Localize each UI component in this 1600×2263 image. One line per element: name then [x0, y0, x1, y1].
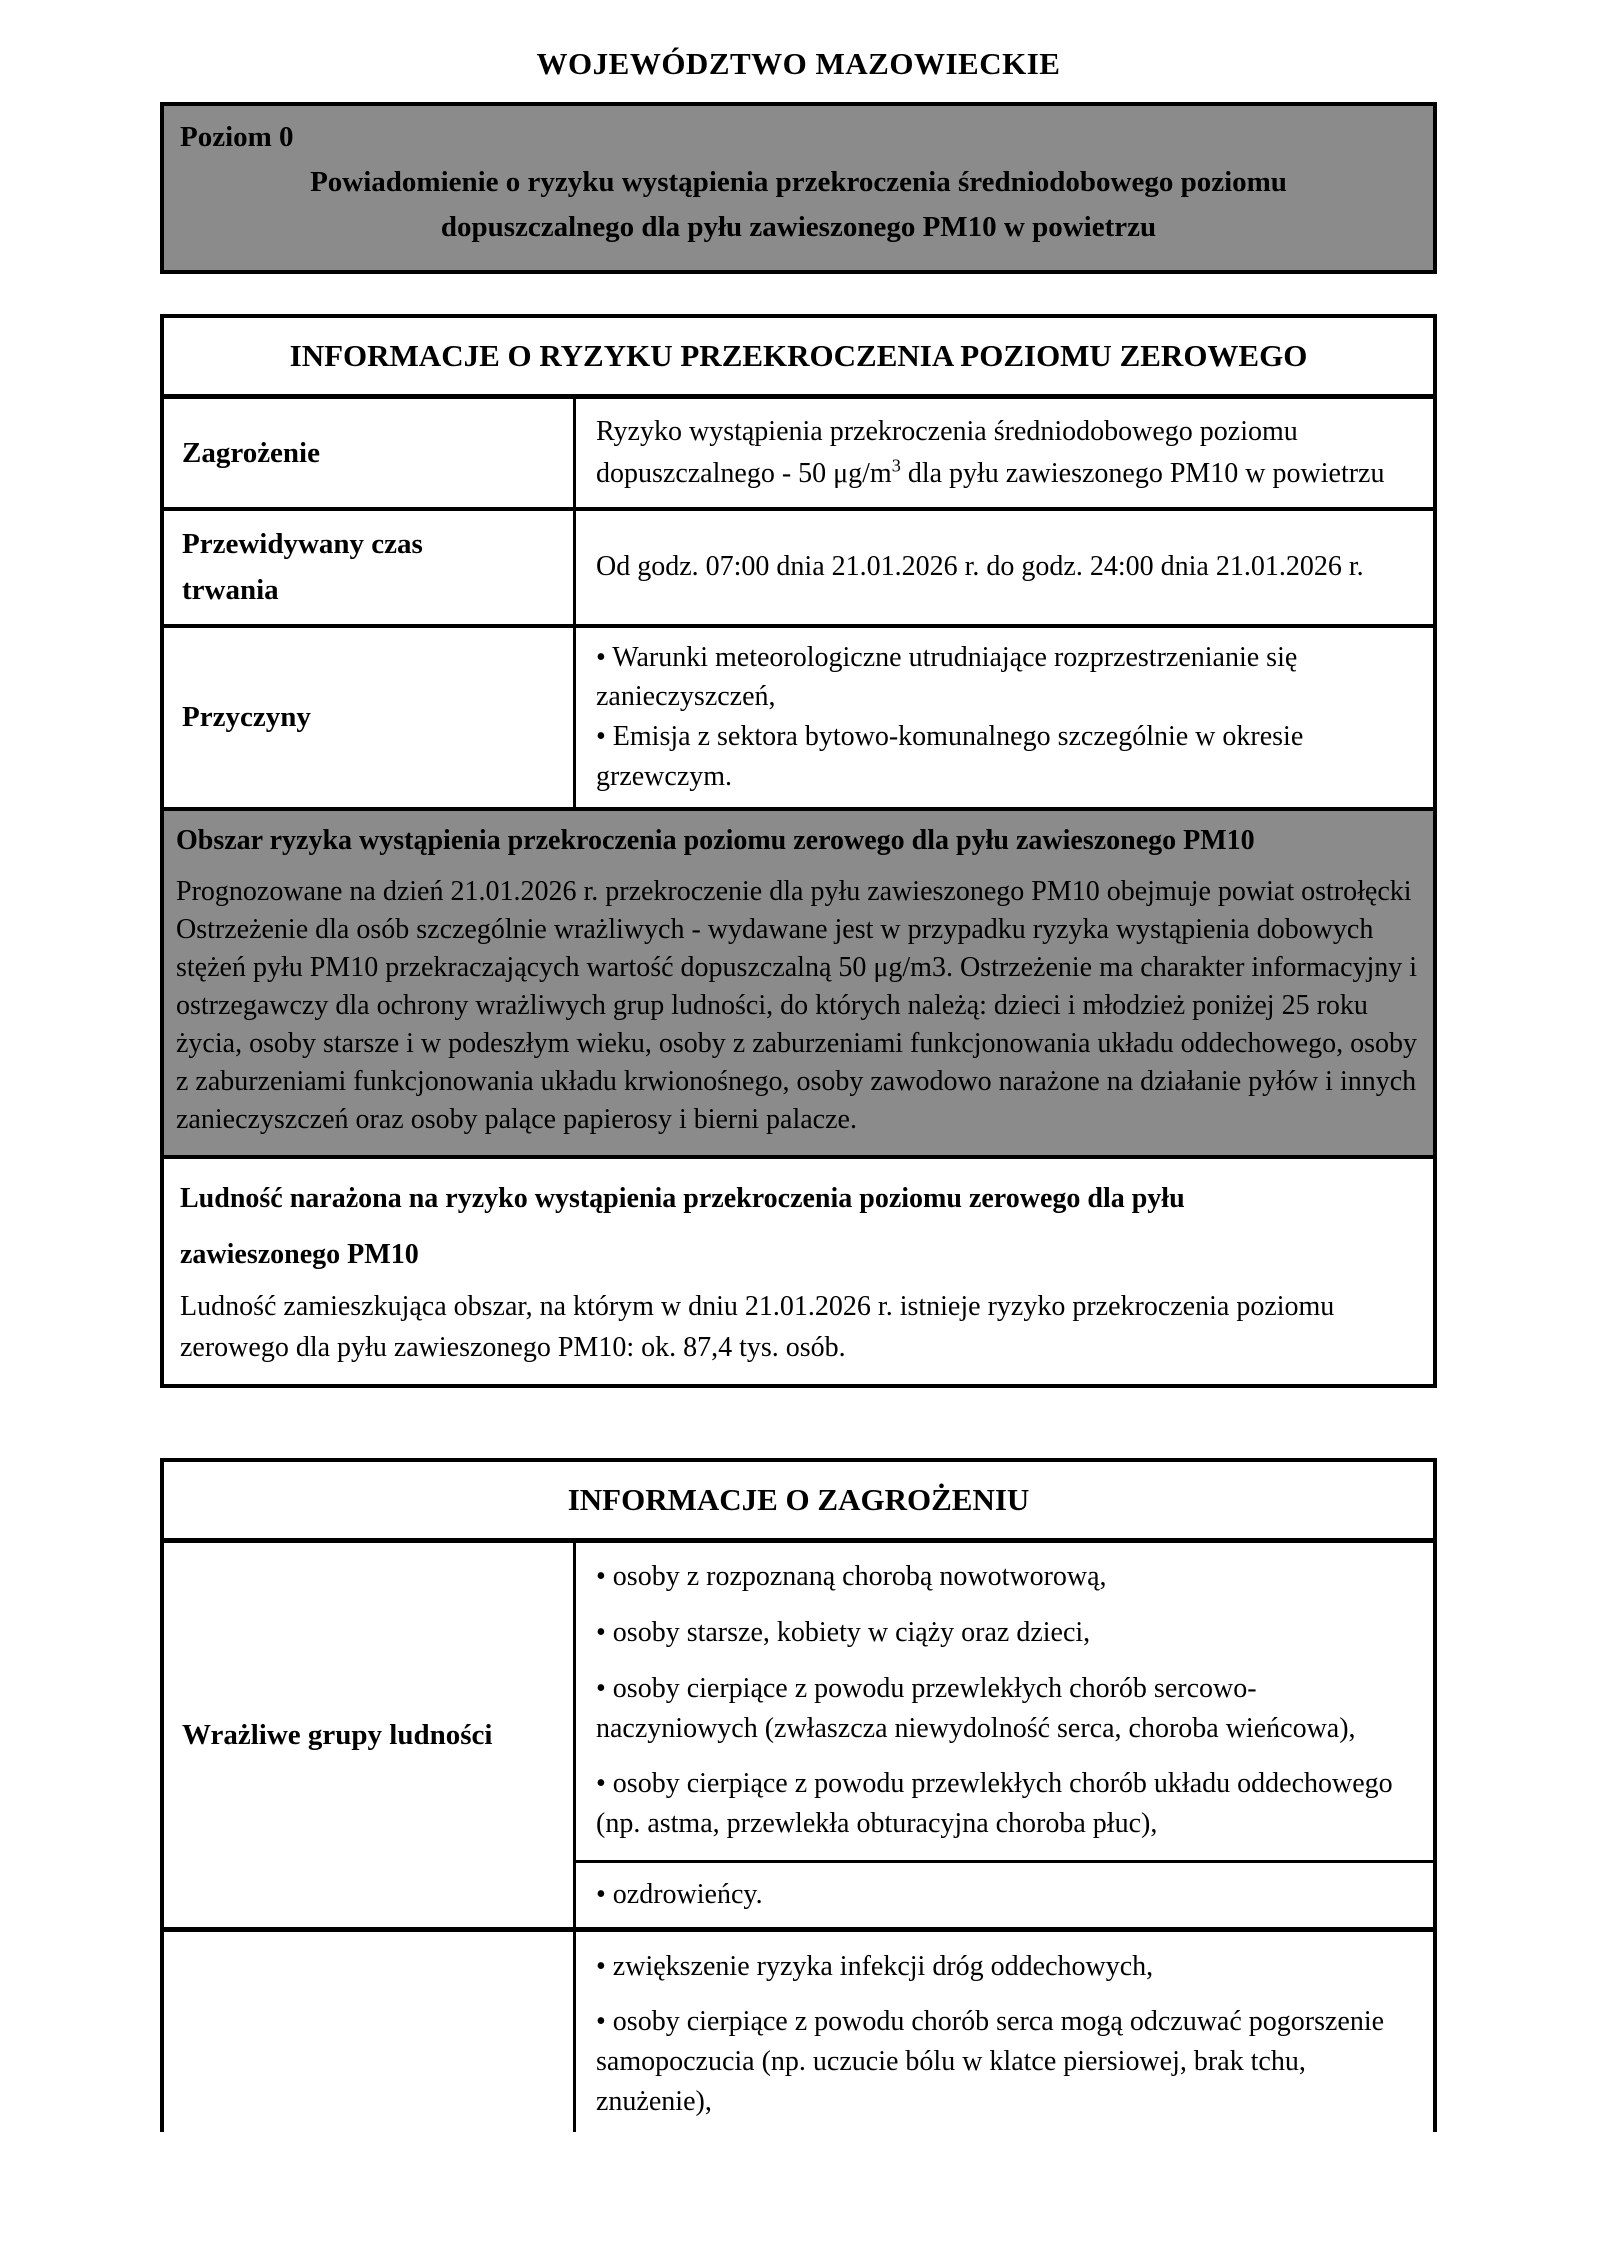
page-content [160, 0, 1437, 2132]
alert-level-label: Poziom 0 [180, 121, 294, 153]
vulnerable-groups-label-cell [164, 1543, 576, 1926]
alert-banner-title: Powiadomienie o ryzyku wystąpienia przekroczenia średniodobowego poziomu dopuszczalnego dla pyłu zawieszonego PM10 w powietrzu [310, 166, 1287, 243]
causes-row-label [164, 628, 576, 807]
exposed-population-heading: Ludność narażona na ryzyko wystąpienia przekroczenia poziomu zerowego dla pyłu zawieszonego PM10 [180, 1183, 1185, 1271]
vulnerable-groups-secondary-cell [576, 1863, 1433, 1927]
causes-row-value [576, 628, 1433, 807]
causes-label-text: Przyczyny [182, 701, 311, 733]
duration-value-text: Od godz. 07:00 dnia 21.01.2026 r. do godz. 24:00 dnia 21.01.2026 r. [596, 551, 1364, 583]
page-title: WOJEWÓDZTWO MAZOWIECKIE [536, 46, 1061, 81]
health-effect-item: • osoby cierpiące z powodu chorób serca mogą odczuwać pogorszenie samopoczucia (np. uczucie bólu w klatce piersiowej, brak tchu, znużenie), [596, 2006, 1385, 2117]
exposed-population-section [164, 1159, 1433, 1384]
alert-level-banner [160, 102, 1437, 274]
health-effect-item: • zwiększenie ryzyka infekcji dróg oddechowych, [596, 1950, 1154, 1982]
hazard-row-label [164, 399, 576, 507]
table-row-vulnerable-groups [164, 1543, 1433, 1926]
risk-info-table-header: INFORMACJE O RYZYKU PRZEKROCZENIA POZIOMU ZEROWEGO [164, 318, 1433, 399]
vulnerable-group-item: • ozdrowieńcy. [596, 1878, 763, 1910]
duration-row-label [164, 511, 576, 624]
risk-info-table [160, 314, 1437, 1389]
vulnerable-groups-value-cells [576, 1543, 1433, 1926]
vulnerable-group-item: • osoby cierpiące z powodu przewlekłych chorób sercowo-naczyniowych (zwłaszcza niewydolność serca, choroba wieńcowa), [596, 1672, 1356, 1744]
duration-label-text: Przewidywany czas trwania [182, 527, 423, 607]
hazard-info-table [160, 1458, 1437, 2131]
health-effects-label-cell [164, 1932, 576, 2132]
hazard-value-before-sup: Ryzyko wystąpienia przekroczenia średniodobowego poziomu dopuszczalnego - 50 μg/m [596, 415, 1298, 489]
hazard-info-table-header: INFORMACJE O ZAGROŻENIU [164, 1462, 1433, 1543]
duration-row-value [576, 511, 1433, 624]
table-row-health-effects [164, 1927, 1433, 2132]
hazard-label-text: Zagrożenie [182, 436, 320, 469]
hazard-value-text [596, 411, 1413, 495]
table-row-causes [164, 628, 1433, 811]
hazard-value-after-sup: dla pyłu zawieszonego PM10 w powietrzu [900, 457, 1385, 489]
exposed-population-body: Ludność zamieszkująca obszar, na którym w dniu 21.01.2026 r. istnieje ryzyko przekroczenia poziomu zerowego dla pyłu zawieszonego PM10: ok. 87,4 tys. osób. [180, 1291, 1335, 1363]
vulnerable-groups-primary-cell [576, 1543, 1433, 1863]
vulnerable-group-item: • osoby starsze, kobiety w ciąży oraz dzieci, [596, 1617, 1091, 1649]
cause-item: • Emisja z sektora bytowo-komunalnego szczególnie w okresie grzewczym. [596, 721, 1304, 792]
hazard-value-superscript: 3 [891, 455, 901, 476]
vulnerable-group-item: • osoby cierpiące z powodu przewlekłych chorób układu oddechowego (np. astma, przewlekła obturacyjna choroba płuc), [596, 1768, 1393, 1840]
table-row-duration [164, 511, 1433, 628]
vulnerable-groups-label-text: Wrażliwe grupy ludności [182, 1718, 493, 1751]
vulnerable-group-item: • osoby z rozpoznaną chorobą nowotworową, [596, 1561, 1107, 1593]
table-row-hazard [164, 399, 1433, 511]
health-effects-value-cell [576, 1932, 1433, 2132]
risk-area-section [164, 811, 1433, 1160]
cause-item: • Warunki meteorologiczne utrudniające rozprzestrzenianie się zanieczyszczeń, [596, 641, 1298, 713]
risk-area-body: Prognozowane na dzień 21.01.2026 r. przekroczenie dla pyłu zawieszonego PM10 obejmuje powiat ostrołęcki Ostrzeżenie dla osób szczególnie wrażliwych - wydawane jest w przypadku ryzyka wystąpienia dobowych stężeń pyłu PM10 przekraczających wartość dopuszczalną 50 μg/m3. Ostrzeżenie ma charakter informacyjny i ostrzegawczy dla ochrony wrażliwych grup ludności, do których należą: dzieci i młodzież poniżej 25 roku życia, osoby starsze i w podeszłym wieku, osoby z zaburzeniami funkcjonowania układu oddechowego, osoby z zaburzeniami funkcjonowania układu krwionośnego, osoby zawodowo narażone na działanie pyłów i innych zanieczyszczeń oraz osoby palące papierosy i bierni palacze. [176, 875, 1418, 1136]
hazard-row-value [576, 399, 1433, 507]
risk-area-heading: Obszar ryzyka wystąpienia przekroczenia poziomu zerowego dla pyłu zawieszonego PM10 [176, 824, 1255, 856]
